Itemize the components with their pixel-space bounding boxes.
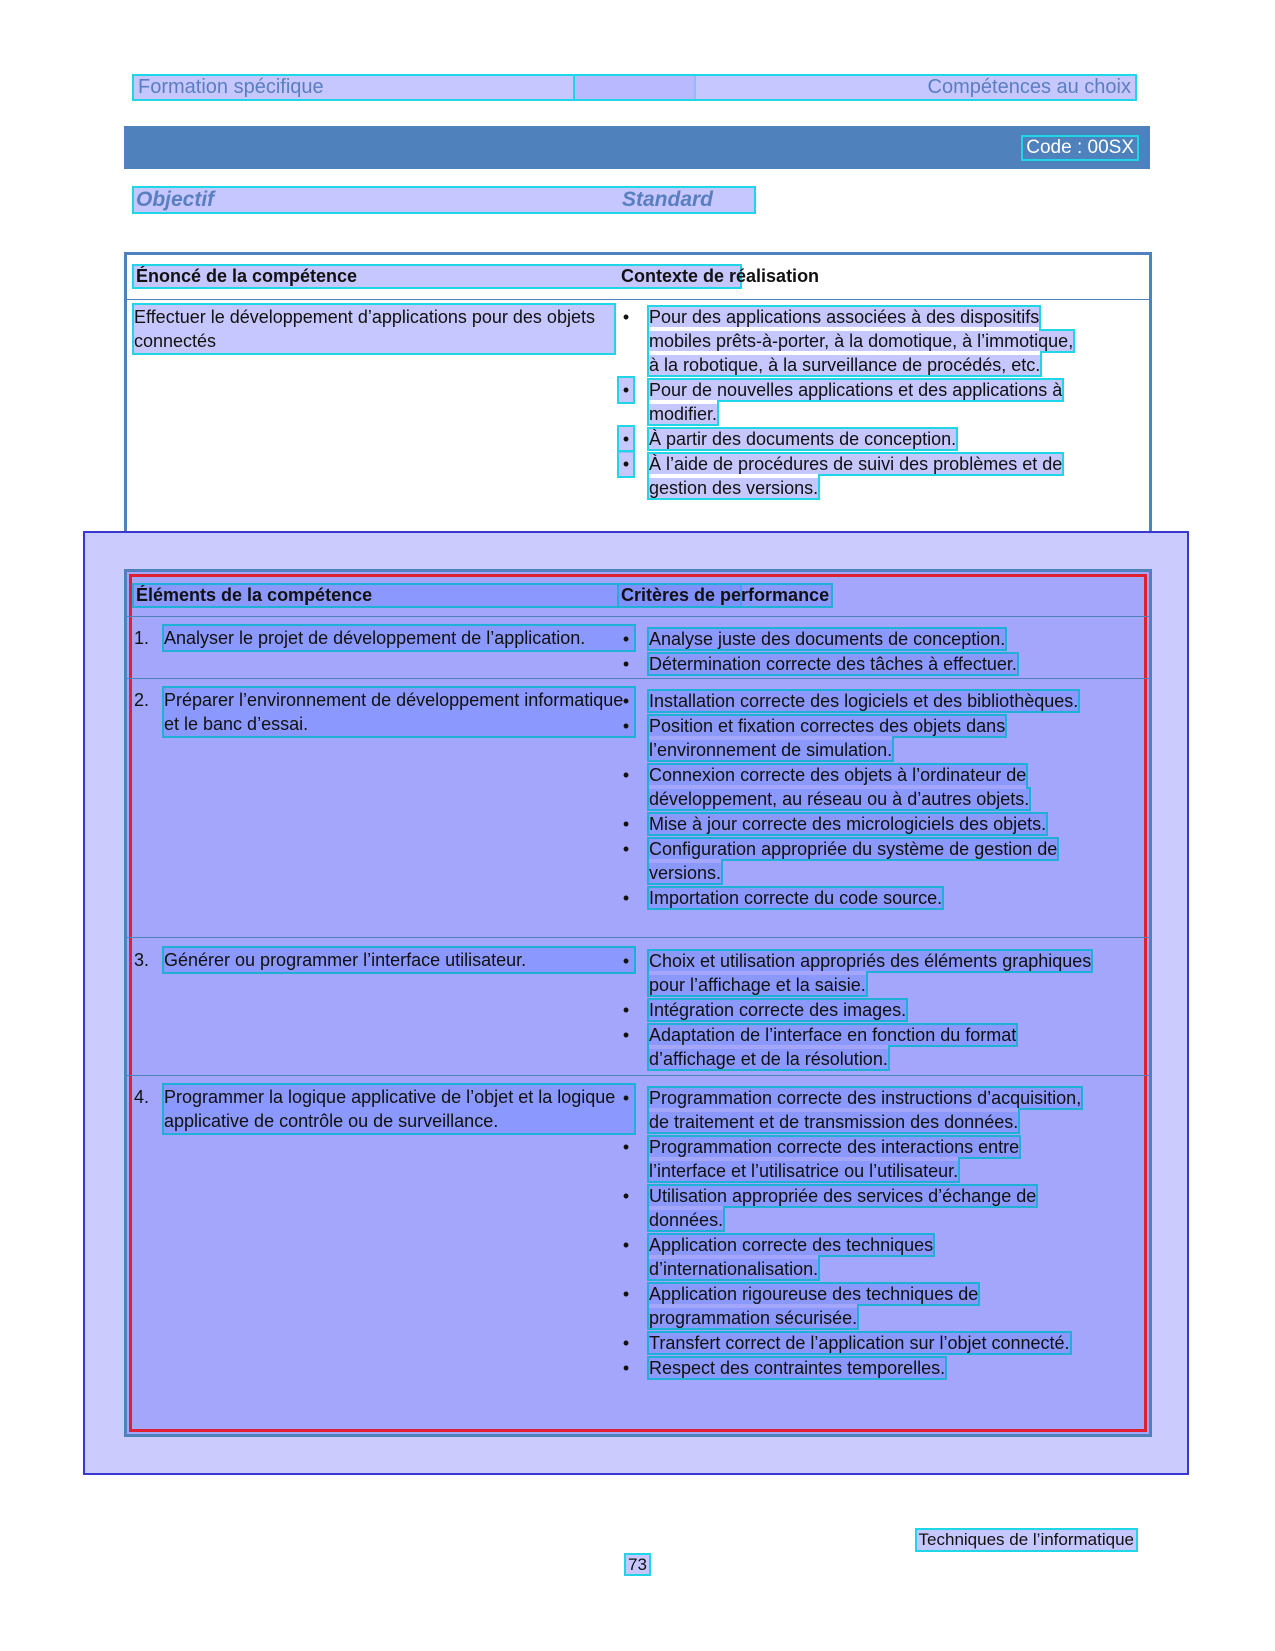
- critere-item: [619, 1356, 1094, 1380]
- critere-item: [619, 652, 1094, 676]
- critere-text: Configuration appropriée du système de gestion de versions.: [649, 839, 1058, 883]
- contexte-item-text: Pour de nouvelles applications et des applications à modifier.: [649, 380, 1063, 424]
- bullet-icon: •: [622, 951, 630, 971]
- element-text: Programmer la logique applicative de l’objet et la logique applicative de contrôle ou de surveillance.: [164, 1085, 634, 1133]
- critere-text: Importation correcte du code source.: [649, 888, 943, 908]
- col-header-elements-label: Éléments de la compétence: [136, 585, 373, 605]
- element-text: Générer ou programmer l’interface utilisateur.: [164, 948, 634, 972]
- code-band: [124, 126, 1150, 169]
- bullet-icon: •: [622, 1025, 630, 1045]
- critere-item: [619, 998, 1094, 1022]
- bullet-icon: •: [622, 814, 630, 834]
- element-row-2: [134, 688, 654, 738]
- critere-item: [619, 1331, 1094, 1355]
- critere-item: [619, 812, 1094, 836]
- contexte-item: [619, 305, 1084, 377]
- element-text: Préparer l’environnement de développement informatique et le banc d’essai.: [164, 688, 634, 736]
- contexte-item-text: À l’aide de procédures de suivi des problèmes et de gestion des versions.: [649, 454, 1063, 498]
- element-text: Analyser le projet de développement de l’application.: [164, 626, 634, 650]
- critere-text: Respect des contraintes temporelles.: [649, 1358, 946, 1378]
- contexte-item: [619, 427, 1084, 451]
- bullet-icon: •: [619, 452, 633, 476]
- bullet-icon: •: [622, 765, 630, 785]
- element-number: 2.: [134, 690, 150, 710]
- element-number: 3.: [134, 950, 150, 970]
- critere-text: Programmation correcte des interactions entre l’interface et l’utilisatrice ou l’utilisateur.: [649, 1137, 1020, 1181]
- critere-text: Position et fixation correctes des objets dans l’environnement de simulation.: [649, 716, 1006, 760]
- contexte-item: [619, 378, 1084, 426]
- page-number-line: [0, 1555, 1275, 1575]
- critere-item: [619, 1233, 1094, 1281]
- critere-item: [619, 1184, 1094, 1232]
- bullet-icon: •: [622, 1000, 630, 1020]
- bullet-icon: •: [622, 888, 630, 908]
- bullet-icon: •: [622, 1137, 630, 1157]
- header-left-title: Formation spécifique: [134, 76, 694, 99]
- bullet-icon: •: [619, 378, 633, 402]
- element-row-4: [134, 1085, 654, 1135]
- critere-text: Application rigoureuse des techniques de programmation sécurisée.: [649, 1284, 979, 1328]
- critere-item: [619, 949, 1094, 997]
- criteres-list-2: [619, 689, 1094, 911]
- table-rule: [127, 299, 1149, 300]
- critere-text: Application correcte des techniques d’internationalisation.: [649, 1235, 934, 1279]
- elements-criteres-table: [124, 569, 1152, 1437]
- critere-text: Mise à jour correcte des micrologiciels des objets.: [649, 814, 1047, 834]
- critere-item: [619, 689, 1094, 713]
- bullet-icon: •: [622, 629, 630, 649]
- contexte-item-text: Pour des applications associées à des dispositifs mobiles prêts-à-porter, à la domotique, à l’immotique, à la robotique, à la surveillance de procédés, etc.: [649, 307, 1074, 375]
- element-number: 1.: [134, 628, 150, 648]
- contexte-item-text: À partir des documents de conception.: [649, 429, 957, 449]
- bullet-icon: •: [622, 839, 630, 859]
- element-row-1: [134, 626, 654, 676]
- criteres-list-4: [619, 1086, 1094, 1381]
- critere-item: [619, 1023, 1094, 1071]
- table-rule: [127, 937, 1149, 938]
- table-rule: [127, 616, 1149, 617]
- critere-item: [619, 886, 1094, 910]
- critere-item: [619, 763, 1094, 811]
- critere-text: Transfert correct de l’application sur l’objet connecté.: [649, 1333, 1070, 1353]
- bullet-icon: •: [622, 1088, 630, 1108]
- standard-heading: Standard: [622, 188, 714, 211]
- bullet-icon: •: [622, 1358, 630, 1378]
- bullet-icon: •: [622, 1284, 630, 1304]
- critere-item: [619, 1086, 1094, 1134]
- bullet-icon: •: [622, 716, 630, 736]
- critere-text: Utilisation appropriée des services d’échange de données.: [649, 1186, 1037, 1230]
- bullet-icon: •: [619, 427, 633, 451]
- critere-item: [619, 714, 1094, 762]
- objectif-standard-row: [134, 188, 754, 212]
- contexte-list: [619, 305, 1084, 501]
- bullet-icon: •: [622, 691, 630, 711]
- objectif-heading: Objectif: [136, 188, 215, 211]
- table-rule: [127, 678, 1149, 679]
- col-header-enonce-label: Énoncé de la compétence: [136, 266, 358, 286]
- enonce-text: Effectuer le développement d’applications pour des objets connectés: [134, 305, 614, 353]
- critere-item: [619, 627, 1094, 651]
- bullet-icon: •: [622, 307, 630, 327]
- bullet-icon: •: [622, 1333, 630, 1353]
- col-header-criteres: Critères de performance: [621, 585, 830, 605]
- col-header-contexte: Contexte de réalisation: [621, 266, 820, 286]
- bullet-icon: •: [622, 1235, 630, 1255]
- element-row-3: [134, 948, 654, 978]
- criteres-list-3: [619, 949, 1094, 1072]
- critere-text: Détermination correcte des tâches à effectuer.: [649, 654, 1017, 674]
- criteres-list-1: [619, 627, 1094, 677]
- footer-program-name: Techniques de l’informatique: [918, 1530, 1134, 1549]
- critere-text: Intégration correcte des images.: [649, 1000, 907, 1020]
- critere-item: [619, 1135, 1094, 1183]
- competency-code: Code : 00SX: [1023, 137, 1137, 159]
- critere-item: [619, 1282, 1094, 1330]
- bullet-icon: •: [622, 1186, 630, 1206]
- bullet-icon: •: [622, 654, 630, 674]
- page-number: 73: [628, 1555, 647, 1574]
- element-number: 4.: [134, 1087, 150, 1107]
- critere-text: Installation correcte des logiciels et des bibliothèques.: [649, 691, 1079, 711]
- critere-text: Connexion correcte des objets à l’ordinateur de développement, au réseau ou à d’autres objets.: [649, 765, 1030, 809]
- header-right-title: Compétences au choix: [575, 76, 1135, 99]
- critere-text: Adaptation de l’interface en fonction du format d’affichage et de la résolution.: [649, 1025, 1017, 1069]
- critere-text: Choix et utilisation appropriés des éléments graphiques pour l’affichage et la saisie.: [649, 951, 1092, 995]
- table-rule: [127, 1075, 1149, 1076]
- critere-text: Programmation correcte des instructions d’acquisition, de traitement et de transmission des données.: [649, 1088, 1082, 1132]
- critere-text: Analyse juste des documents de conception.: [649, 629, 1006, 649]
- critere-item: [619, 837, 1094, 885]
- enonce-contexte-table: [124, 252, 1152, 538]
- contexte-item: [619, 452, 1084, 500]
